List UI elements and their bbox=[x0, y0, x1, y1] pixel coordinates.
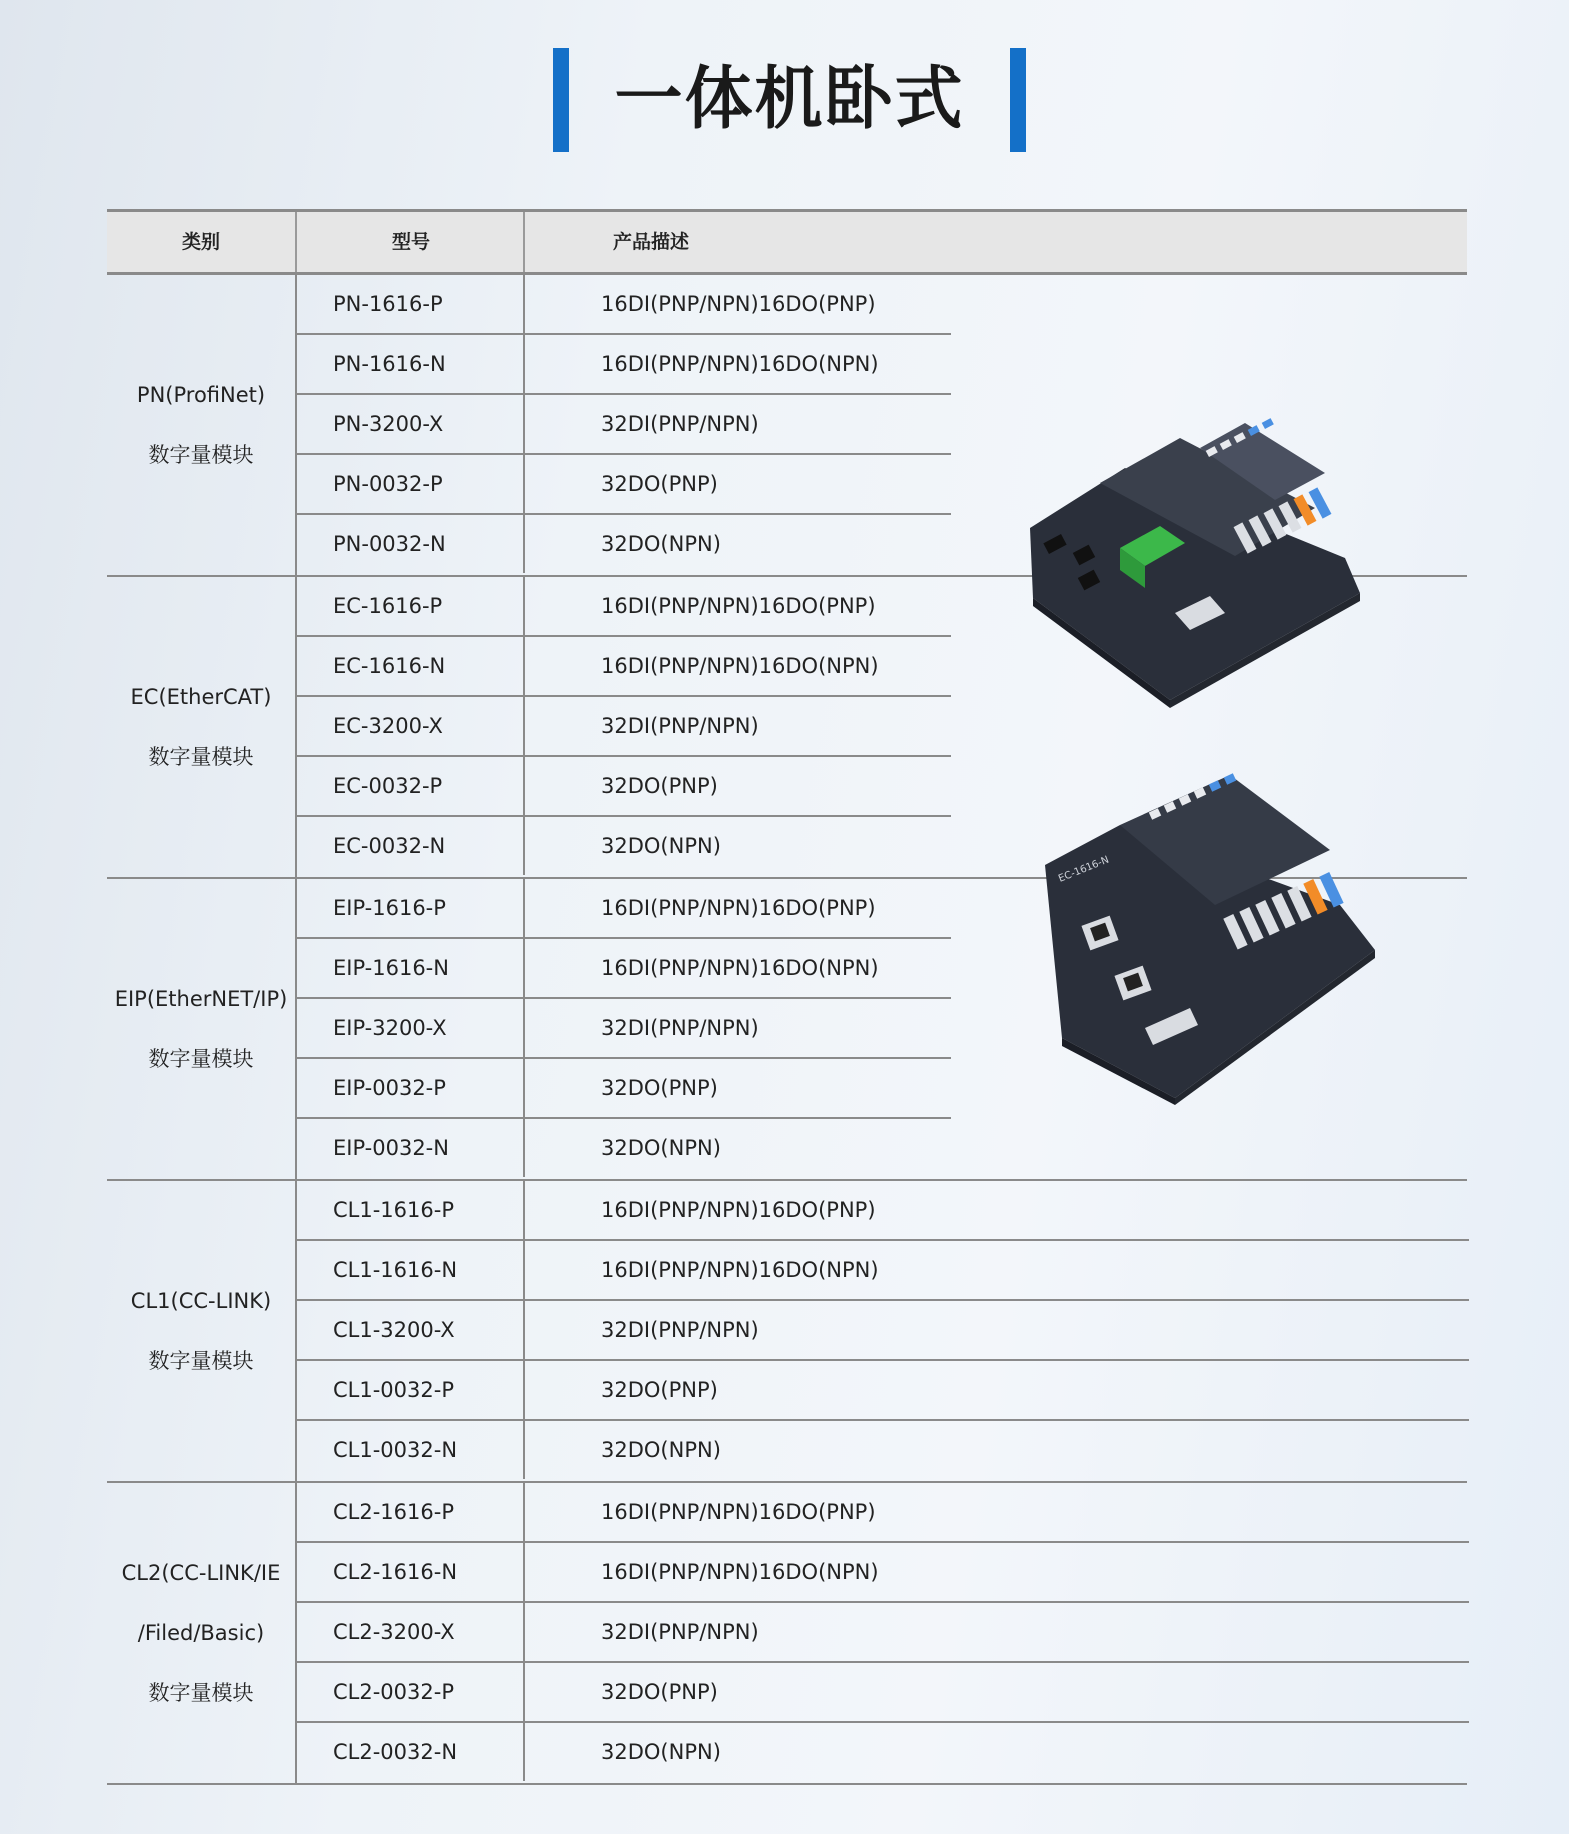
category-label: 数字量模块 bbox=[148, 1047, 254, 1071]
table-row bbox=[297, 1241, 1469, 1301]
table-row bbox=[297, 577, 951, 637]
description-cell: 16DI(PNP/NPN)16DO(PNP) bbox=[601, 1198, 876, 1222]
model-cell: CL2-1616-P bbox=[297, 1483, 525, 1541]
description-cell: 32DO(PNP) bbox=[601, 774, 718, 798]
category-label: 数字量模块 bbox=[148, 745, 254, 769]
header-description: 产品描述 bbox=[523, 212, 1467, 272]
description-cell: 16DI(PNP/NPN)16DO(PNP) bbox=[601, 1500, 876, 1524]
description-cell: 32DI(PNP/NPN) bbox=[601, 1620, 759, 1644]
page-title: 一体机卧式 bbox=[614, 60, 965, 139]
description-cell: 32DO(PNP) bbox=[601, 1378, 718, 1402]
description-cell: 16DI(PNP/NPN)16DO(NPN) bbox=[601, 1560, 879, 1584]
category-label: /Filed/Basic) bbox=[137, 1621, 265, 1645]
table-header bbox=[107, 209, 1467, 275]
table-group bbox=[107, 1181, 1467, 1483]
table-row bbox=[297, 1059, 951, 1119]
model-cell: PN-0032-P bbox=[297, 455, 525, 513]
model-cell: CL1-3200-X bbox=[297, 1301, 525, 1359]
model-rows bbox=[295, 1181, 1469, 1481]
table-row bbox=[297, 515, 951, 575]
model-cell: CL2-1616-N bbox=[297, 1543, 525, 1601]
title-accent-bar-right bbox=[1010, 48, 1026, 152]
device-body bbox=[1030, 418, 1360, 708]
category-label: PN(ProfiNet) bbox=[136, 383, 266, 407]
category-label: 数字量模块 bbox=[148, 1349, 254, 1373]
model-cell: EIP-1616-P bbox=[297, 879, 525, 937]
model-cell: CL2-3200-X bbox=[297, 1603, 525, 1661]
table-row bbox=[297, 1543, 1469, 1603]
model-cell: PN-0032-N bbox=[297, 515, 525, 573]
category-cell bbox=[107, 275, 295, 575]
table-row bbox=[297, 275, 951, 335]
category-cell bbox=[107, 577, 295, 877]
model-cell: CL1-1616-N bbox=[297, 1241, 525, 1299]
model-cell: CL2-0032-P bbox=[297, 1663, 525, 1721]
description-cell: 16DI(PNP/NPN)16DO(NPN) bbox=[601, 654, 879, 678]
description-cell: 32DO(NPN) bbox=[601, 834, 721, 858]
table-row bbox=[297, 757, 951, 817]
model-cell: EC-3200-X bbox=[297, 697, 525, 755]
header-category: 类别 bbox=[181, 231, 220, 253]
table-row bbox=[297, 335, 951, 395]
table-row bbox=[297, 455, 951, 515]
category-label: 数字量模块 bbox=[148, 1681, 254, 1705]
category-label: 数字量模块 bbox=[148, 443, 254, 467]
description-cell: 32DO(NPN) bbox=[601, 1740, 721, 1764]
category-cell bbox=[107, 879, 295, 1179]
description-cell: 16DI(PNP/NPN)16DO(PNP) bbox=[601, 896, 876, 920]
category-label: CL2(CC-LINK/IE bbox=[121, 1561, 281, 1585]
device-photo-bottom bbox=[1040, 770, 1385, 1105]
model-cell: PN-1616-N bbox=[297, 335, 525, 393]
model-cell: EC-0032-N bbox=[297, 817, 525, 875]
description-cell: 32DI(PNP/NPN) bbox=[601, 714, 759, 738]
table-row bbox=[297, 999, 951, 1059]
model-cell: EC-1616-P bbox=[297, 577, 525, 635]
model-cell: EIP-3200-X bbox=[297, 999, 525, 1057]
device-photo-top bbox=[1025, 408, 1375, 708]
title-accent-bar-left bbox=[553, 48, 569, 152]
description-cell: 32DO(NPN) bbox=[601, 1136, 721, 1160]
description-cell: 32DI(PNP/NPN) bbox=[601, 412, 759, 436]
description-cell: 32DI(PNP/NPN) bbox=[601, 1016, 759, 1040]
category-label: CL1(CC-LINK) bbox=[130, 1289, 272, 1313]
device-model-print: EC-1616-N bbox=[1057, 854, 1111, 885]
model-cell: EC-0032-P bbox=[297, 757, 525, 815]
description-cell: 32DI(PNP/NPN) bbox=[601, 1318, 759, 1342]
category-label: EIP(EtherNET/IP) bbox=[114, 987, 288, 1011]
table-row bbox=[297, 1119, 1469, 1179]
description-cell: 16DI(PNP/NPN)16DO(NPN) bbox=[601, 352, 879, 376]
description-cell: 32DO(PNP) bbox=[601, 472, 718, 496]
category-cell bbox=[107, 1181, 295, 1481]
description-cell: 16DI(PNP/NPN)16DO(NPN) bbox=[601, 956, 879, 980]
table-row bbox=[297, 1723, 1469, 1783]
description-cell: 32DO(NPN) bbox=[601, 532, 721, 556]
description-cell: 32DO(NPN) bbox=[601, 1438, 721, 1462]
model-cell: PN-1616-P bbox=[297, 275, 525, 333]
description-cell: 16DI(PNP/NPN)16DO(NPN) bbox=[601, 1258, 879, 1282]
table-row bbox=[297, 395, 951, 455]
table-row bbox=[297, 1361, 1469, 1421]
model-cell: EIP-1616-N bbox=[297, 939, 525, 997]
table-row bbox=[297, 817, 951, 877]
model-cell: EC-1616-N bbox=[297, 637, 525, 695]
model-cell: CL1-0032-N bbox=[297, 1421, 525, 1479]
device-body bbox=[1045, 773, 1375, 1105]
model-cell: CL2-0032-N bbox=[297, 1723, 525, 1781]
category-label: EC(EtherCAT) bbox=[130, 685, 272, 709]
table-row bbox=[297, 1603, 1469, 1663]
model-cell: EIP-0032-N bbox=[297, 1119, 525, 1177]
table-row bbox=[297, 1181, 1469, 1241]
table-row bbox=[297, 637, 951, 697]
model-cell: CL1-1616-P bbox=[297, 1181, 525, 1239]
table-row bbox=[297, 1301, 1469, 1361]
model-cell: CL1-0032-P bbox=[297, 1361, 525, 1419]
description-cell: 32DO(PNP) bbox=[601, 1680, 718, 1704]
table-row bbox=[297, 1421, 1469, 1481]
table-row bbox=[297, 1483, 1469, 1543]
table-row bbox=[297, 1663, 1469, 1723]
table-group bbox=[107, 1483, 1467, 1785]
description-cell: 16DI(PNP/NPN)16DO(PNP) bbox=[601, 292, 876, 316]
description-cell: 32DO(PNP) bbox=[601, 1076, 718, 1100]
page-header bbox=[0, 48, 1569, 152]
table-row bbox=[297, 879, 951, 939]
table-row bbox=[297, 697, 951, 757]
model-cell: PN-3200-X bbox=[297, 395, 525, 453]
category-cell bbox=[107, 1483, 295, 1783]
model-rows bbox=[295, 1483, 1469, 1783]
model-cell: EIP-0032-P bbox=[297, 1059, 525, 1117]
table-row bbox=[297, 939, 951, 999]
header-model: 型号 bbox=[295, 212, 525, 272]
description-cell: 16DI(PNP/NPN)16DO(PNP) bbox=[601, 594, 876, 618]
